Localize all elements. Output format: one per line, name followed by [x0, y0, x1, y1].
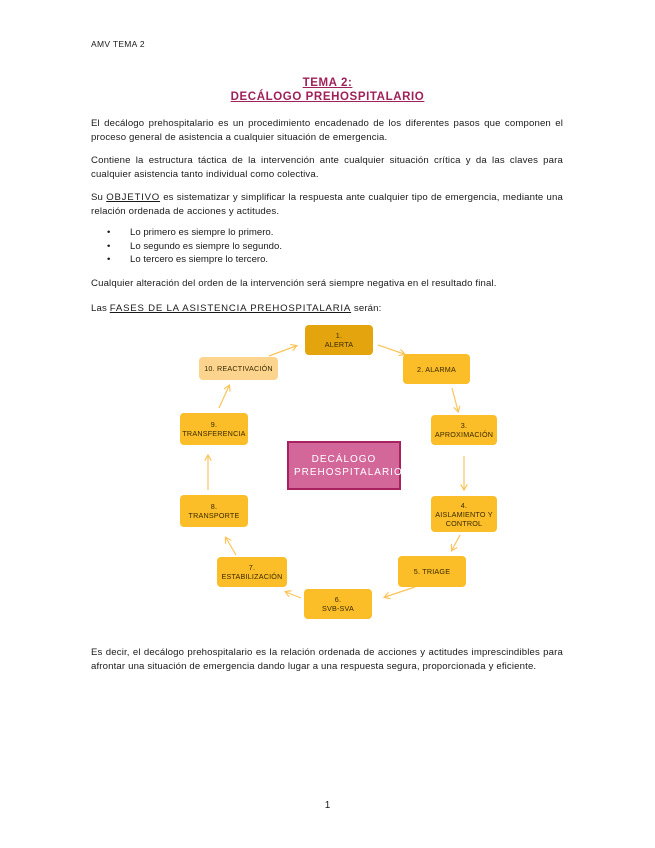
objective-keyword: OBJETIVO: [106, 192, 161, 203]
step-number: 8.: [210, 502, 218, 511]
step-label: 10. REACTIVACIÓN: [204, 364, 273, 373]
step-10-reactivacion: [199, 357, 278, 380]
arrow-6-7: [286, 592, 301, 598]
page-header: AMV TEMA 2: [91, 39, 145, 49]
step-label: 5. TRIAGE: [413, 567, 451, 576]
step-label: ALERTA: [324, 340, 354, 349]
arrow-2-3: [452, 388, 458, 411]
conclusion-paragraph: Es decir, el decálogo prehospitalario es la relación ordenada de acciones y actitudes imprescindibles para afrontar una situación de emergencia dando lugar a una respuesta segura, proporcionada y eficiente.: [91, 647, 563, 672]
doc-title-line1: TEMA 2:: [302, 77, 353, 89]
step-label: TRANSPORTE: [188, 511, 240, 520]
step-number: 9.: [210, 420, 218, 429]
step-8-transporte: [180, 495, 248, 527]
center-text: DECÁLOGO PREHOSPITALARIO: [294, 453, 403, 478]
step-label: TRANSFERENCIA: [182, 429, 246, 438]
list-item: • Lo tercero es siempre lo tercero.: [91, 253, 282, 267]
step-number: 4.: [460, 500, 468, 510]
phases-suffix: serán:: [351, 303, 382, 314]
step-label: 2. ALARMA: [417, 364, 456, 374]
arrow-5-6: [385, 587, 415, 597]
objective-suffix: es sistematizar y simplificar la respuesta ante cualquier tipo de emergencia, mediante una relación ordenada de acciones y actitudes.: [91, 192, 563, 217]
step-number: 1.: [335, 331, 343, 340]
step-label: APROXIMACIÓN: [434, 430, 494, 439]
arrow-10-1: [269, 346, 296, 356]
arrow-4-5: [452, 535, 460, 550]
step-label: ESTABILIZACIÓN: [221, 572, 283, 581]
structure-paragraph: Contiene la estructura táctica de la intervención ante cualquier situación crítica y da las claves para cualquier asistencia tanto individual como colectiva.: [91, 155, 563, 180]
arrow-9-10: [219, 386, 229, 408]
phases-keyword: FASES DE LA ASISTENCIA PREHOSPITALARIA: [109, 303, 352, 314]
arrow-7-8: [226, 538, 236, 555]
step-3-aproximacion: [431, 415, 497, 445]
list-item: • Lo primero es siempre lo primero.: [91, 226, 282, 240]
step-label: SVB-SVA: [321, 604, 355, 613]
step-5-triage: [398, 556, 466, 587]
phases-prefix: Las: [91, 303, 110, 314]
list-item: • Lo segundo es siempre lo segundo.: [91, 240, 282, 254]
step-number: 3.: [460, 421, 468, 430]
step-number: 7.: [248, 563, 256, 572]
arrow-1-2: [378, 345, 404, 354]
step-4-aislamiento: [431, 496, 497, 532]
objective-prefix: Su: [91, 192, 107, 203]
step-7-estabilizacion: [217, 557, 287, 587]
alteration-paragraph: Cualquier alteración del orden de la intervención será siempre negativa en el resultado final.: [91, 278, 497, 289]
step-1-alerta: [305, 325, 373, 355]
page-number: 1: [324, 800, 331, 811]
intro-paragraph: El decálogo prehospitalario es un procedimiento encadenado de los diferentes pasos que componen el proceso general de asistencia a cualquier situación de emergencia.: [91, 118, 563, 143]
step-9-transferencia: [180, 413, 248, 445]
step-2-alarma: [403, 354, 470, 384]
diagram-center-label: [287, 441, 401, 490]
step-6-svb-sva: [304, 589, 372, 619]
step-number: 6.: [334, 595, 342, 604]
step-label: AISLAMIENTO Y CONTROL: [435, 509, 493, 528]
doc-title-line2: DECÁLOGO PREHOSPITALARIO: [230, 91, 425, 103]
